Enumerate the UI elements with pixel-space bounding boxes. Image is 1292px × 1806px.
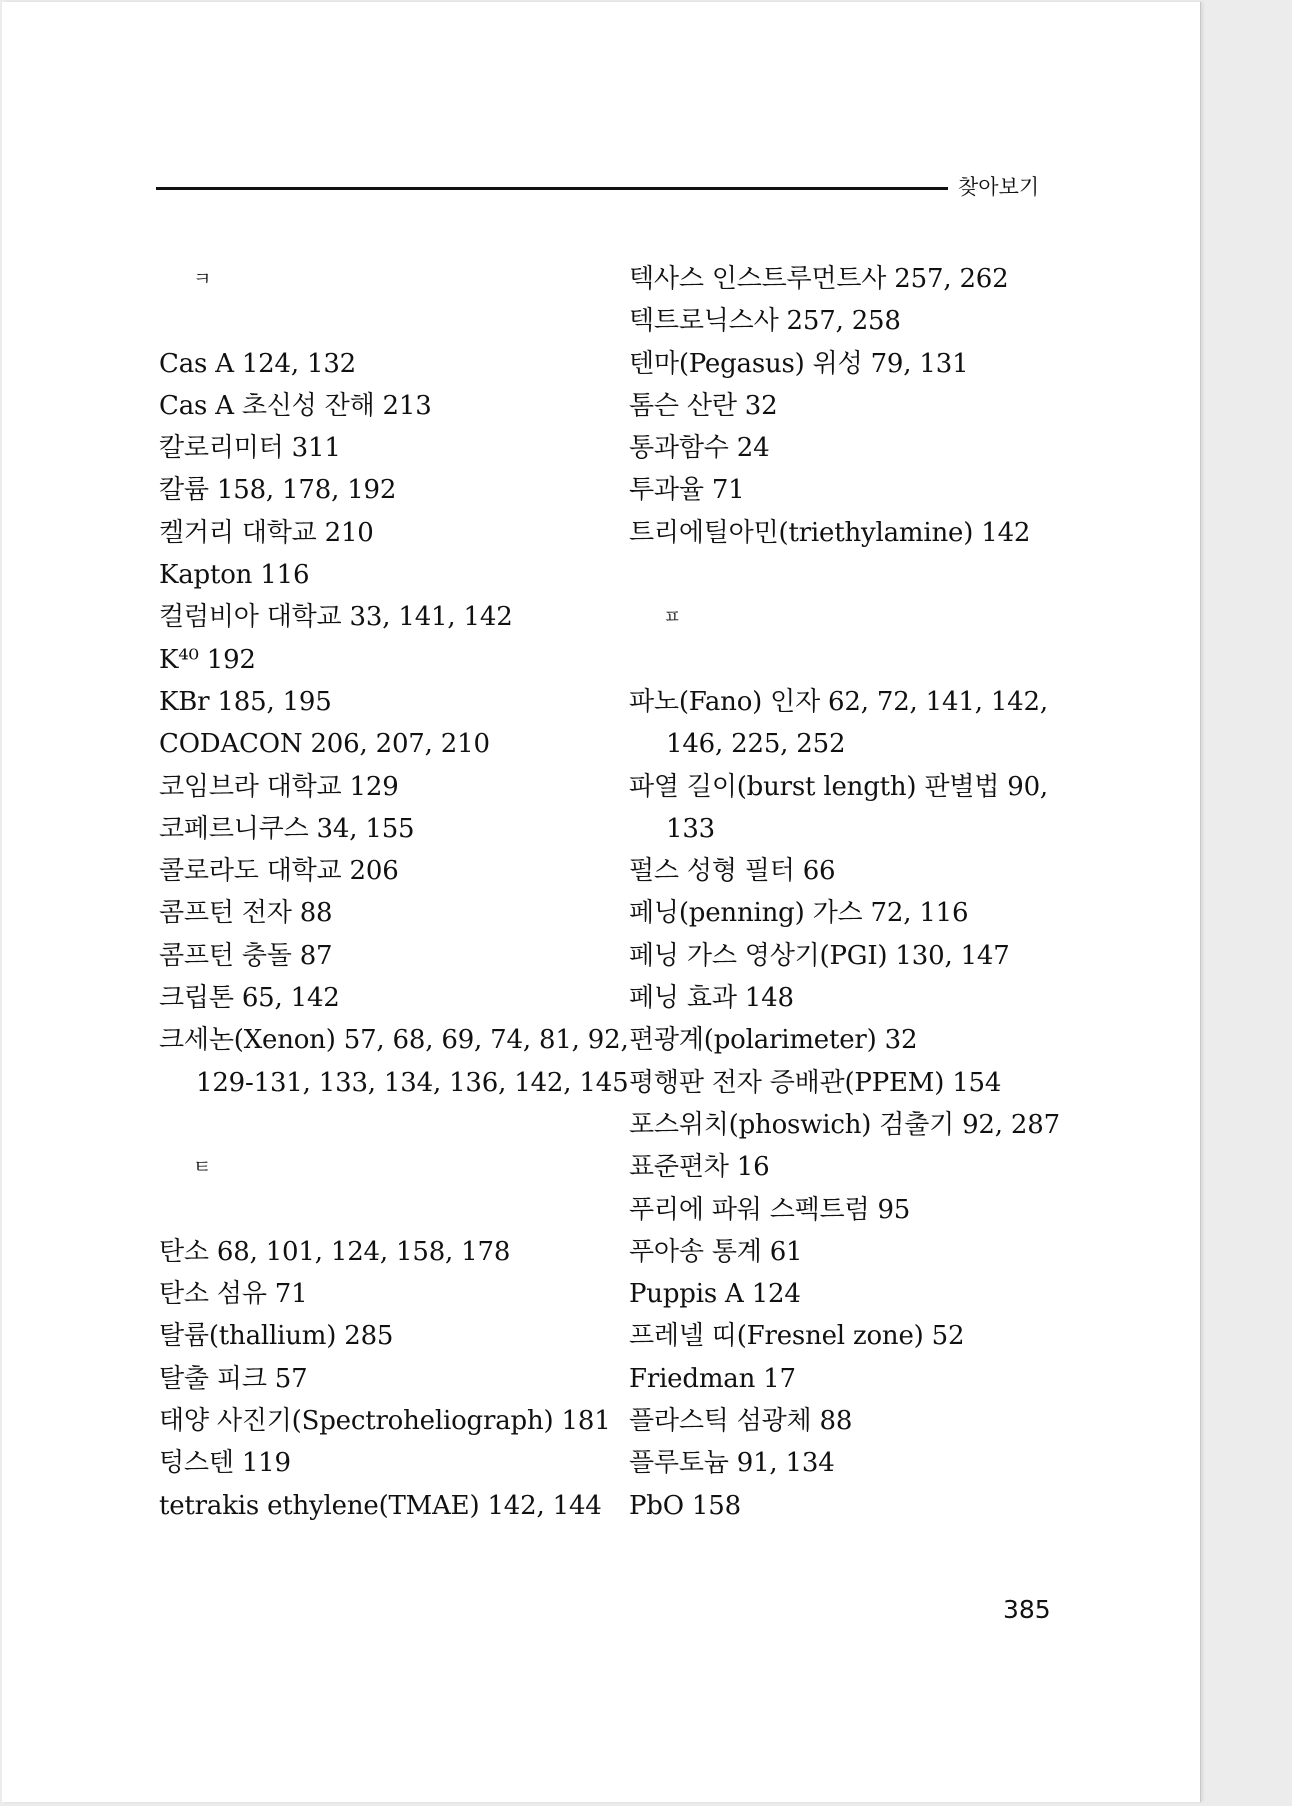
index-column-left	[159, 258, 629, 1527]
index-entry: 텅스텐 119	[159, 1448, 291, 1479]
index-entry: 코임브라 대학교 129	[159, 771, 399, 802]
header-rule	[156, 187, 948, 190]
index-entry: 탄소 섬유 71	[159, 1279, 308, 1310]
index-entry: 플라스틱 섬광체 88	[629, 1406, 853, 1437]
blank-line	[159, 300, 599, 342]
section-heading: ㅍ	[663, 606, 682, 629]
index-entry: 펄스 성형 필터 66	[629, 856, 836, 887]
index-entry: 텍사스 인스트루먼트사 257, 262	[629, 264, 1009, 294]
index-entry: 파노(Fano) 인자 62, 72, 141, 142,	[629, 686, 1048, 717]
blank-line	[159, 1189, 599, 1231]
index-entry: 텍트로닉스사 257, 258	[629, 306, 901, 337]
index-entry: 플루토늄 91, 134	[629, 1448, 835, 1479]
index-entry: 컬럼비아 대학교 33, 141, 142	[159, 602, 513, 633]
index-entry: KBr 185, 195	[159, 686, 332, 717]
index-entry: 톰슨 산란 32	[629, 390, 778, 421]
index-entry: 칼로리미터 311	[159, 433, 341, 464]
index-entry: 크세논(Xenon) 57, 68, 69, 74, 81, 92,	[159, 1025, 629, 1056]
index-entry: 태양 사진기(Spectroheliograph) 181	[159, 1406, 611, 1437]
page-number: 385	[1003, 1595, 1051, 1624]
blank-line	[629, 554, 1059, 596]
index-entry-continuation: 146, 225, 252	[666, 729, 846, 760]
index-entry: 포스위치(phoswich) 검출기 92, 287	[629, 1109, 1060, 1140]
index-entry: 투과율 71	[629, 475, 745, 506]
index-entry: Kapton 116	[159, 560, 310, 591]
index-entry: 푸리에 파워 스펙트럼 95	[629, 1194, 911, 1225]
section-heading: ㅋ	[193, 268, 212, 290]
index-column-right	[629, 258, 1059, 1527]
blank-line	[159, 1104, 599, 1146]
index-entry: 켈거리 대학교 210	[159, 517, 374, 548]
index-entry: 표준편차 16	[629, 1152, 770, 1183]
index-entry: 칼륨 158, 178, 192	[159, 475, 397, 506]
index-entry: 텐마(Pegasus) 위성 79, 131	[629, 348, 969, 379]
index-entry: Puppis A 124	[629, 1279, 801, 1310]
index-entry: 콜로라도 대학교 206	[159, 856, 399, 887]
running-head: 찾아보기	[958, 175, 1040, 199]
index-entry: 콤프턴 충돌 87	[159, 940, 333, 971]
index-entry: 푸아송 통계 61	[629, 1236, 803, 1267]
index-entry: 탈륨(thallium) 285	[159, 1321, 394, 1352]
index-entry: 크립톤 65, 142	[159, 983, 340, 1014]
index-entry: 통과함수 24	[629, 433, 770, 464]
index-entry: 편광계(polarimeter) 32	[629, 1025, 918, 1056]
index-entry: 콤프턴 전자 88	[159, 898, 333, 929]
index-entry-continuation: 133	[666, 813, 716, 844]
index-entry: 파열 길이(burst length) 판별법 90,	[629, 771, 1048, 802]
index-entry: 코페르니쿠스 34, 155	[159, 813, 415, 844]
index-entry: 프레넬 띠(Fresnel zone) 52	[629, 1321, 965, 1352]
index-entry: 페닝 효과 148	[629, 983, 794, 1014]
index-entry: K⁴⁰ 192	[159, 644, 256, 675]
section-heading: ㅌ	[193, 1156, 212, 1179]
index-entry: 트리에틸아민(triethylamine) 142	[629, 517, 1031, 548]
index-entry: PbO 158	[629, 1490, 741, 1521]
index-entry: 페닝(penning) 가스 72, 116	[629, 898, 969, 929]
book-page	[2, 2, 1201, 1802]
index-entry: CODACON 206, 207, 210	[159, 729, 490, 760]
blank-line	[629, 639, 1059, 681]
index-entry: 탈출 피크 57	[159, 1363, 308, 1394]
index-entry: 탄소 68, 101, 124, 158, 178	[159, 1236, 511, 1267]
index-entry: Friedman 17	[629, 1363, 796, 1394]
index-entry: 평행판 전자 증배관(PPEM) 154	[629, 1067, 1002, 1098]
index-entry-continuation: 129-131, 133, 134, 136, 142, 145	[196, 1067, 629, 1098]
index-entry: Cas A 124, 132	[159, 348, 357, 379]
index-entry: tetrakis ethylene(TMAE) 142, 144	[159, 1490, 602, 1521]
index-entry: Cas A 초신성 잔해 213	[159, 390, 432, 421]
index-entry: 페닝 가스 영상기(PGI) 130, 147	[629, 940, 1010, 971]
